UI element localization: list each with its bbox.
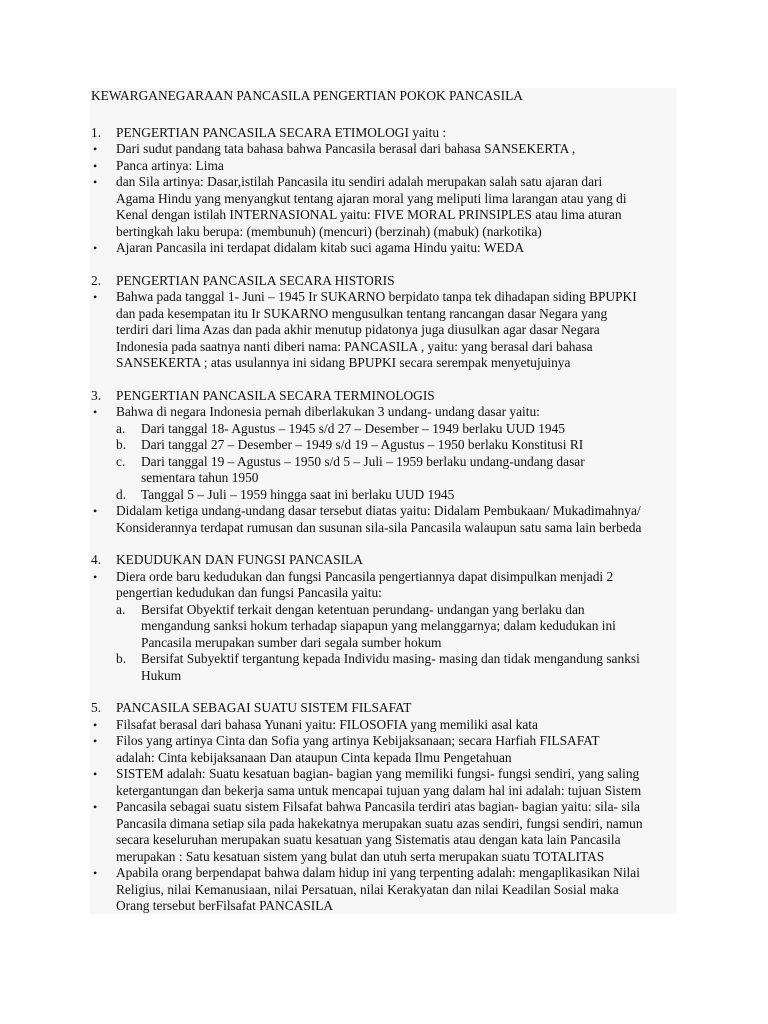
bullet-icon: • — [93, 290, 98, 304]
sub-item-text — [91, 651, 681, 684]
section-number: 4. — [91, 552, 102, 567]
bullet-item — [91, 289, 681, 372]
bullet-icon: • — [93, 734, 98, 748]
text-line: Konsiderannya terdapat rumusan dan susunan sila-sila Pancasila walaupun satu sama lain berbeda — [116, 519, 642, 535]
document-title: KEWARGANEGARAAN PANCASILA PENGERTIAN POKOK PANCASILA — [91, 88, 523, 103]
bullet-item — [91, 404, 681, 421]
text-line: Tanggal 5 – Juli – 1959 hingga saat ini berlaku UUD 1945 — [141, 486, 455, 502]
bullet-icon: • — [93, 405, 98, 419]
text-line: pengertian kedudukan dan fungsi Pancasila yaitu: — [116, 585, 382, 600]
bullet-item — [91, 141, 681, 158]
sub-item — [91, 437, 681, 454]
text-line: mengandung sanksi hokum terhadap siapapun yang melanggarnya; dalam kedudukan ini — [141, 618, 616, 633]
sub-item — [91, 487, 681, 504]
text-line: sementara tahun 1950 — [141, 470, 259, 485]
section-heading — [91, 388, 681, 405]
sub-item-letter: d. — [116, 486, 127, 502]
section-heading-text: PANCASILA SEBAGAI SUATU SISTEM FILSAFAT — [116, 700, 412, 715]
sub-item-text — [91, 437, 681, 454]
text-line: Dari tanggal 27 – Desember – 1949 s/d 19 – Agustus – 1950 berlaku Konstitusi RI — [141, 437, 584, 452]
bullet-item — [91, 174, 681, 240]
bullet-icon: • — [93, 717, 98, 732]
sub-item-letter: a. — [116, 601, 126, 617]
text-line: merupakan : Satu kesatuan sistem yang bulat dan utuh serta merupakan suatu TOTALITAS — [116, 848, 605, 864]
text-line: Dari tanggal 18- Agustus – 1945 s/d 27 – Desember – 1949 berlaku UUD 1945 — [141, 420, 565, 436]
section-4 — [91, 552, 681, 684]
bullet-icon: • — [93, 866, 98, 880]
sub-item-letter: c. — [116, 453, 126, 469]
bullet-text — [91, 141, 681, 158]
text-line: Indonesia pada saatnya nanti diberi nama: PANCASILA , yaitu: yang berasal dari bahasa — [116, 338, 593, 354]
section-heading-text: KEDUDUKAN DAN FUNGSI PANCASILA — [116, 552, 363, 567]
bullet-item — [91, 717, 681, 734]
bullet-text — [91, 766, 681, 799]
text-line: Filos yang artinya Cinta dan Sofia yang artinya Kebijaksanaan; secara Harfiah FILSAFAT — [116, 733, 600, 748]
sub-item-text — [91, 454, 681, 487]
section-heading — [91, 552, 681, 569]
bullet-text — [91, 503, 681, 536]
bullet-item — [91, 503, 681, 536]
section-number: 2. — [91, 272, 102, 288]
text-line: Hukum — [141, 667, 182, 683]
text-line: Dari sudut pandang tata bahasa bahwa Pancasila berasal dari bahasa SANSEKERTA , — [116, 141, 576, 156]
text-line: Religius, nilai Kemanusiaan, nilai Persatuan, nilai Kerakyatan dan nilai Keadilan Sosial maka — [116, 881, 619, 897]
text-line: dan pada kesempatan itu Ir SUKARNO mengusulkan tentang rancangan dasar Negara yang — [116, 305, 608, 321]
sub-item — [91, 421, 681, 438]
section-3 — [91, 388, 681, 537]
text-line: Bahwa pada tanggal 1- Juni – 1945 Ir SUKARNO berpidato tanpa tek dihadapan siding BPUPKI — [116, 289, 637, 304]
text-line: dan Sila artinya: Dasar,istilah Pancasila itu sendiri adalah merupakan salah satu ajaran dari — [116, 174, 603, 189]
text-line: Panca artinya: Lima — [116, 157, 224, 173]
text-line: Pancasila dimana setiap sila pada hakekatnya merupakan suatu azas sendiri, fungsi sendiri, namun — [116, 815, 643, 831]
text-line: Pancasila sebagai suatu sistem Filsafat bahwa Pancasila terdiri atas bagian- bagian yaitu: sila- sila — [116, 799, 640, 814]
sub-item-text — [91, 487, 681, 504]
sub-item-text — [91, 602, 681, 652]
bullet-item — [91, 766, 681, 799]
text-line: Bahwa di negara Indonesia pernah diberlakukan 3 undang- undang dasar yaitu: — [116, 404, 540, 419]
bullet-text — [91, 174, 681, 240]
bullet-item — [91, 799, 681, 865]
section-1 — [91, 125, 681, 257]
bullet-icon: • — [93, 800, 98, 814]
text-line: Agama Hindu yang menyangkut tentang ajaran moral yang meliputi lima larangan atau yang di — [116, 190, 627, 206]
section-5 — [91, 700, 681, 915]
sub-item-text — [91, 421, 681, 438]
bullet-icon: • — [93, 175, 98, 189]
bullet-text — [91, 733, 681, 766]
text-line: Apabila orang berpendapat bahwa dalam hidup ini yang terpenting adalah: mengaplikasikan Nilai — [116, 865, 640, 880]
sub-item — [91, 651, 681, 684]
bullet-icon: • — [93, 241, 98, 255]
text-line: ketergantungan dan bekerja sama untuk mencapai tujuan yang dalam hal ini adalah: tujuan Sistem — [116, 782, 642, 798]
bullet-item — [91, 158, 681, 175]
text-line: secara keseluruhan merupakan suatu kesatuan yang Sistematis atau dengan kata lain Pancasila — [116, 832, 621, 847]
sub-item-letter: b. — [116, 437, 127, 452]
bullet-icon: • — [93, 767, 98, 781]
text-line: bertingkah laku berupa: (membunuh) (mencuri) (berzinah) (mabuk) (narkotika) — [116, 223, 542, 239]
bullet-text — [91, 569, 681, 602]
document-body — [91, 88, 681, 915]
text-line: Dari tanggal 19 – Agustus – 1950 s/d 5 – Juli – 1959 berlaku undang-undang dasar — [141, 453, 585, 469]
bullet-text — [91, 799, 681, 865]
bullet-text — [91, 240, 681, 257]
bullet-text — [91, 404, 681, 421]
bullet-icon: • — [93, 158, 98, 173]
section-heading — [91, 125, 681, 142]
section-2 — [91, 273, 681, 372]
text-line: Pancasila merupakan sumber dari segala sumber hokum — [141, 634, 442, 650]
bullet-item — [91, 240, 681, 257]
bullet-item — [91, 733, 681, 766]
text-line: Kenal dengan istilah INTERNASIONAL yaitu: FIVE MORAL PRINSIPLES atau lima aturan — [116, 207, 622, 222]
text-line: Ajaran Pancasila ini terdapat didalam kitab suci agama Hindu yaitu: WEDA — [116, 240, 525, 255]
bullet-icon: • — [93, 142, 98, 156]
text-line: Didalam ketiga undang-undang dasar tersebut diatas yaitu: Didalam Pembukaan/ Mukadimahnya/ — [116, 503, 641, 518]
sub-item-letter: a. — [116, 420, 126, 436]
section-number: 1. — [91, 124, 102, 140]
text-line: Diera orde baru kedudukan dan fungsi Pancasila pengertiannya dapat disimpulkan menjadi 2 — [116, 568, 614, 584]
section-number: 3. — [91, 387, 102, 403]
text-line: adalah: Cinta kebijaksanaan Dan ataupun Cinta kepada Ilmu Pengetahuan — [116, 749, 512, 765]
section-heading-text: PENGERTIAN PANCASILA SECARA HISTORIS — [116, 272, 395, 288]
section-heading-text: PENGERTIAN PANCASILA SECARA ETIMOLOGI yaitu : — [116, 124, 447, 140]
sub-item — [91, 454, 681, 487]
bullet-text — [91, 158, 681, 175]
bullet-text — [91, 865, 681, 915]
bullet-icon: • — [93, 504, 98, 518]
bullet-text — [91, 289, 681, 372]
text-line: Bersifat Subyektif tergantung kepada Individu masing- masing dan tidak mengandung sanksi — [141, 651, 640, 666]
bullet-item — [91, 865, 681, 915]
text-line: terdiri dari lima Azas dan pada akhir menutup pidatonya juga diusulkan agar dasar Negara — [116, 322, 600, 337]
bullet-text — [91, 717, 681, 734]
section-heading — [91, 273, 681, 290]
text-line: SANSEKERTA ; atas usulannya ini sidang BPUPKI secara serempak menyetujuinya — [116, 355, 571, 370]
bullet-item — [91, 569, 681, 602]
text-line: Orang tersebut berFilsafat PANCASILA — [116, 898, 334, 913]
text-line: SISTEM adalah: Suatu kesatuan bagian- bagian yang memiliki fungsi- fungsi sendiri, yang saling — [116, 766, 640, 781]
sub-item — [91, 602, 681, 652]
section-heading-text: PENGERTIAN PANCASILA SECARA TERMINOLOGIS — [116, 387, 435, 403]
text-line: Bersifat Obyektif terkait dengan ketentuan perundang- undangan yang berlaku dan — [141, 601, 585, 617]
section-heading — [91, 700, 681, 717]
sub-item-letter: b. — [116, 651, 127, 666]
section-number: 5. — [91, 700, 102, 715]
text-line: Filsafat berasal dari bahasa Yunani yaitu: FILOSOFIA yang memiliki asal kata — [116, 716, 538, 732]
bullet-icon: • — [93, 569, 98, 584]
